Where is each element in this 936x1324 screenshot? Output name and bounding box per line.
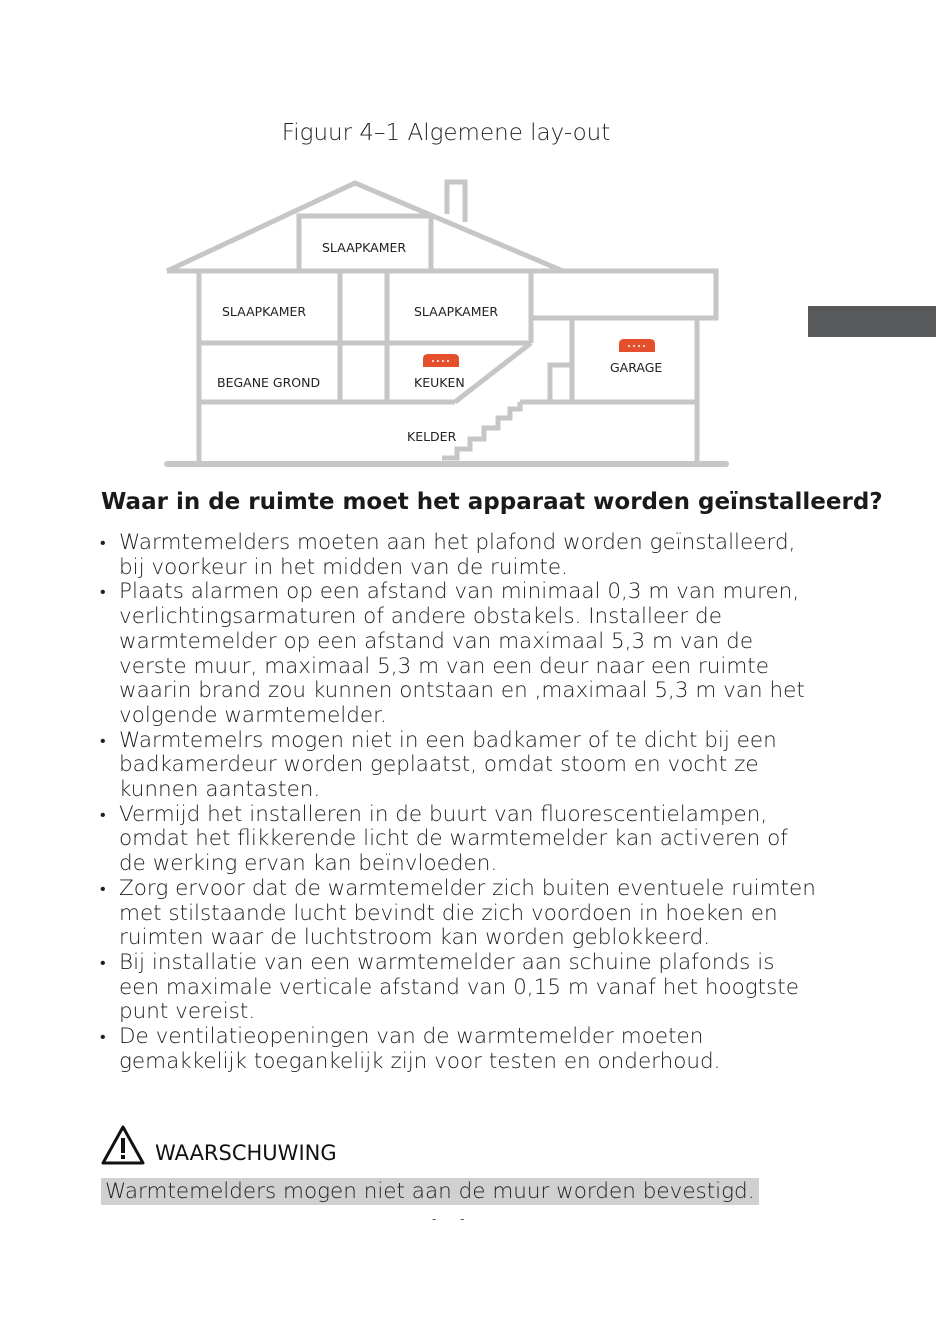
roof-outline — [167, 183, 563, 271]
heat-detector-icon — [619, 339, 655, 352]
garage-roof — [531, 271, 716, 318]
warning-heading — [101, 1122, 337, 1166]
list-item: • Plaats alarmen op een afstand van minimaal 0,3 m van muren, verlichtingsarmaturen of andere obstakels. Installeer de warmtemelder op een afstand van maximaal 5,3 m van de verste muur, maximaal 5,3 m van een deur naar een ruimte waarin brand zou kunnen ontstaan en ,maximaal 5,3 m van het volgende warmtemelder. — [100, 580, 820, 728]
warning-title: WAARSCHUWING — [155, 1141, 337, 1165]
room-label-kitchen: KEUKEN — [414, 375, 465, 390]
installation-guidelines-list — [100, 531, 820, 1074]
figure-caption: Figuur 4–1 Algemene lay-out — [281, 120, 611, 146]
kitchen-diagonal — [455, 343, 531, 402]
list-item: • De ventilatieopeningen van de warmtemelder moeten gemakkelijk toegankelijk zijn voor testen en onderhoud. — [100, 1025, 820, 1074]
house-layout-diagram — [0, 0, 936, 480]
list-item: • Warmtemelders moeten aan het plafond worden geïnstalleerd, bij voorkeur in het midden van de ruimte. — [100, 531, 820, 580]
room-label-garage: GARAGE — [610, 360, 663, 375]
list-item: • Bij installatie van een warmtemelder aan schuine plafonds is een maximale verticale afstand van 0,15 m vanaf het hoogtste punt vereist. — [100, 951, 820, 1025]
room-label-ground-floor: BEGANE GROND — [217, 375, 321, 390]
room-label-upper-right: SLAAPKAMER — [414, 304, 499, 319]
warning-triangle-icon — [101, 1124, 145, 1166]
garage-door-post — [550, 365, 572, 402]
chimney — [447, 182, 465, 222]
list-item: • Warmtemelrs mogen niet in een badkamer of te dicht bij een badkamerdeur worden geplaatst, omdat stoom en vocht ze kunnen aantasten. — [100, 729, 820, 803]
room-label-attic: SLAAPKAMER — [322, 240, 407, 255]
section-title: Waar in de ruimte moet het apparaat worden geïnstalleerd? — [101, 489, 883, 515]
heat-detector-icon — [423, 354, 459, 367]
room-label-upper-left: SLAAPKAMER — [222, 304, 307, 319]
room-label-basement: KELDER — [407, 429, 457, 444]
page-marker: - - — [432, 1212, 475, 1226]
warning-note: Warmtemelders mogen niet aan de muur worden bevestigd. — [101, 1178, 759, 1205]
list-item: • Vermijd het installeren in de buurt van fluorescentielampen, omdat het flikkerende licht de warmtemelder kan activeren of de werking ervan kan beïnvloeden. — [100, 803, 820, 877]
list-item: • Zorg ervoor dat de warmtemelder zich buiten eventuele ruimten met stilstaande lucht bevindt die zich voordoen in hoeken en ruimten waar de luchtstroom kan worden geblokkeerd. — [100, 877, 820, 951]
chapter-tab — [808, 306, 936, 337]
